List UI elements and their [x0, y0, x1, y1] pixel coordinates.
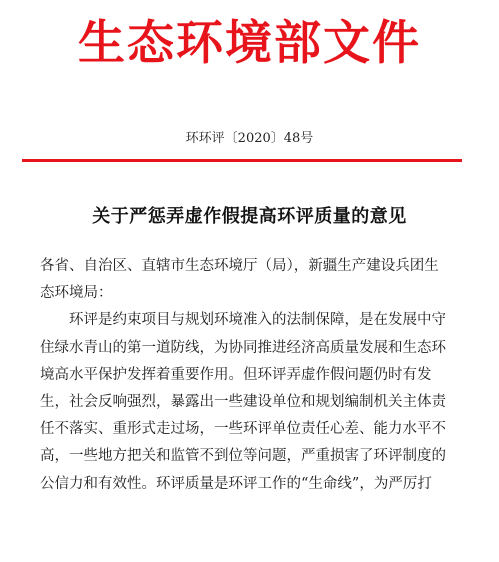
red-divider-rule [22, 159, 462, 162]
paragraph-1 [40, 307, 482, 497]
paragraph-line: 高，一些地方把关和监管不到位等问题，严重损害了环评制度的 [40, 448, 446, 465]
paragraph-line: 住绿水青山的第一道防线，为协同推进经济高质量发展和生态环 [40, 339, 446, 356]
document-number: 环环评〔2020〕48号 [185, 131, 314, 146]
addressee-line: 态环境局： [40, 285, 113, 302]
document-title: 关于严惩弄虚作假提高环评质量的意见 [92, 206, 407, 227]
paragraph-line: 任不落实、重形式走过场，一些环评单位责任心差、能力水平不 [40, 421, 446, 438]
addressee-line: 各省、自治区、直辖市生态环境厅（局），新疆生产建设兵团生 [40, 258, 439, 274]
masthead-title: 生态环境部文件 [78, 16, 421, 71]
paragraph-line: 生，社会反响强烈，暴露出一些建设单位和规划编制机关主体责 [40, 394, 446, 411]
paragraph-line: 境高水平保护发挥着重要作用。但环评弄虚作假问题仍时有发 [40, 366, 432, 383]
paragraph-line: 环评是约束项目与规划环境准入的法制保障，是在发展中守 [69, 312, 446, 329]
document-body [40, 253, 482, 498]
paragraph-line: 公信力和有效性。环评质量是环评工作的“生命线”，为严厉打 [40, 475, 432, 492]
addressee [40, 253, 482, 307]
